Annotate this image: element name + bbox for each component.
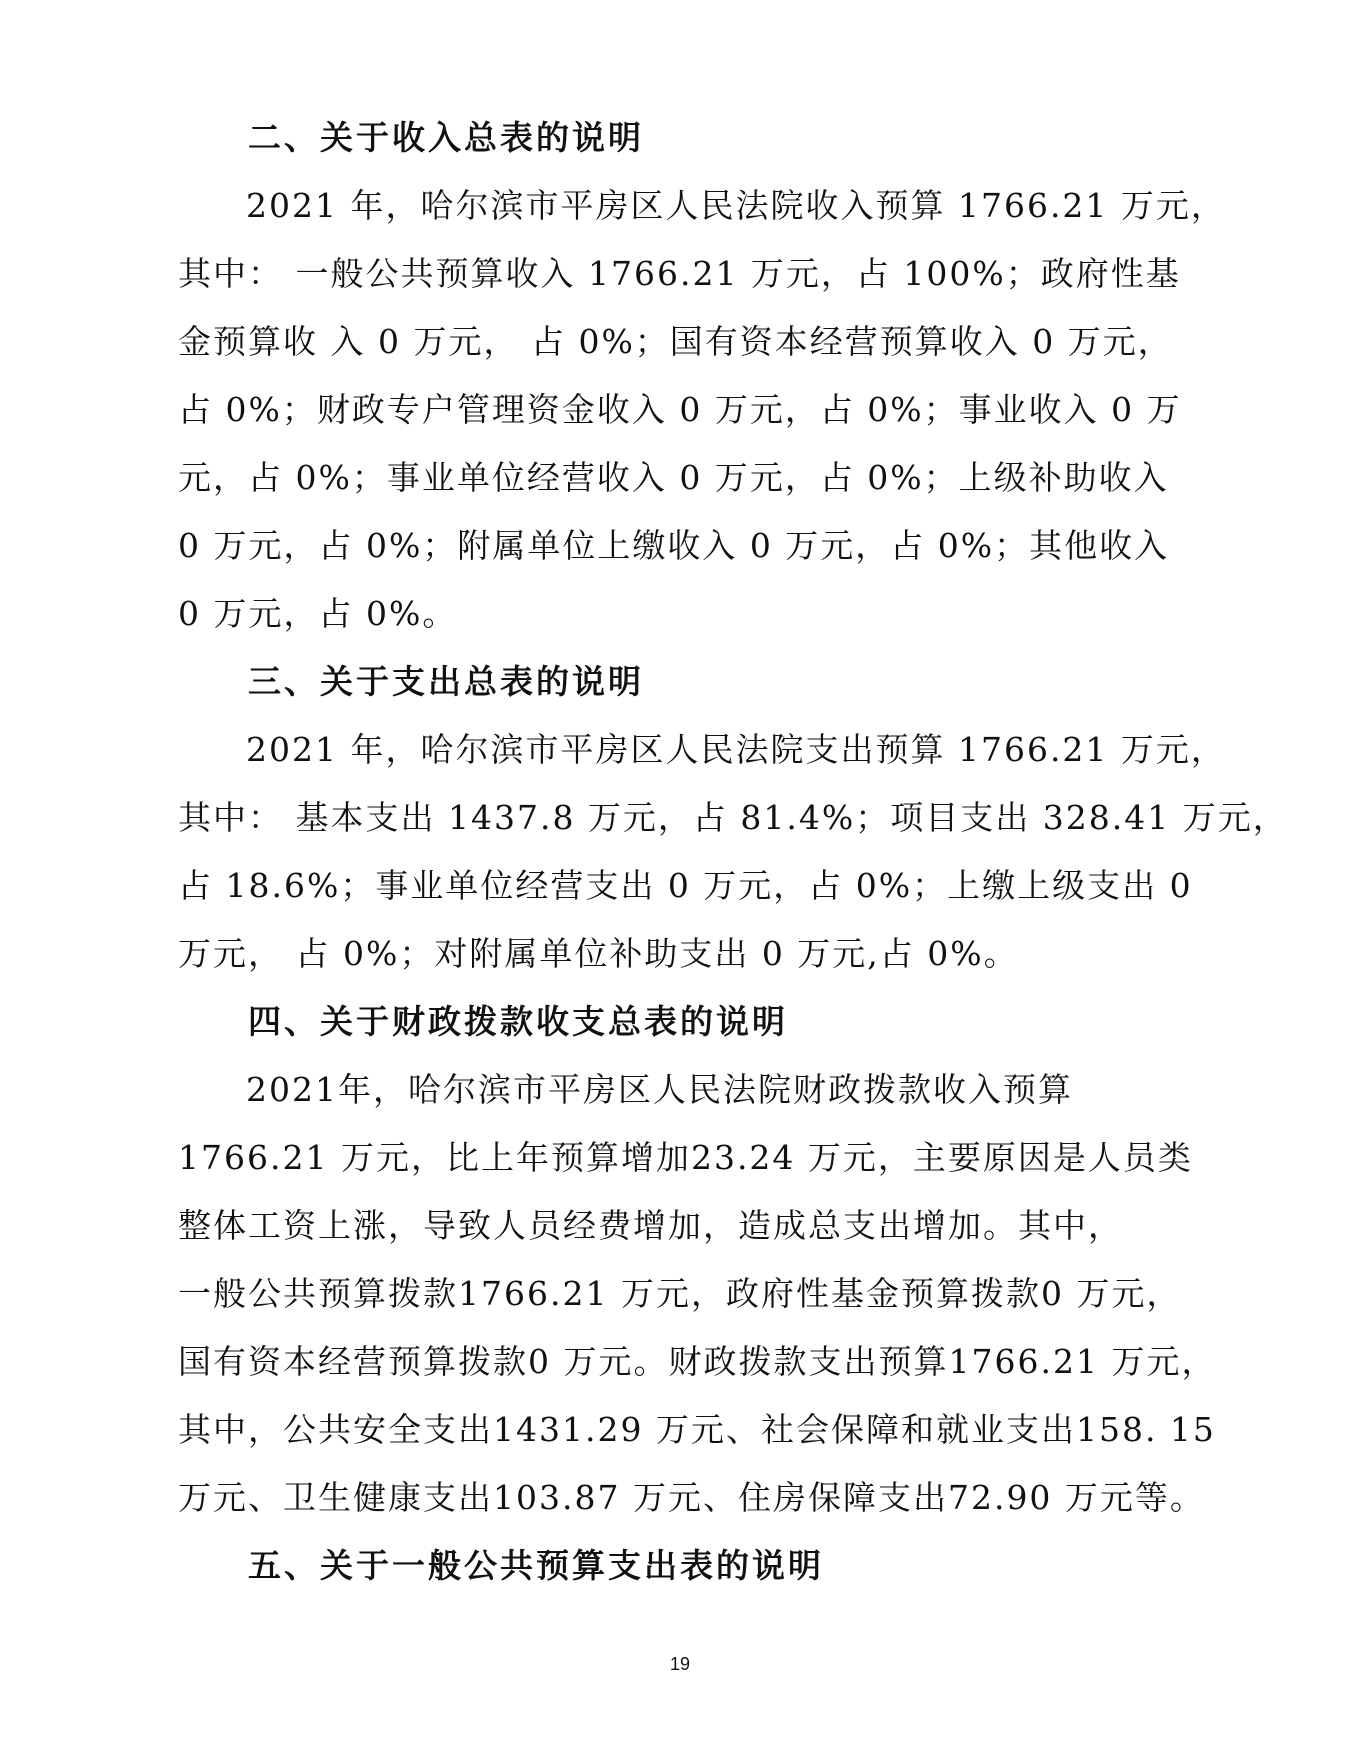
paragraph-line: 元，占 0%；事业单位经营收入 0 万元，占 0%；上级补助收入 bbox=[178, 458, 1169, 497]
section-heading-general-budget: 五、关于一般公共预算支出表的说明 bbox=[248, 1546, 824, 1585]
paragraph-line: 占 0%；财政专户管理资金收入 0 万元，占 0%；事业收入 0 万 bbox=[178, 390, 1182, 429]
paragraph-line: 0 万元，占 0%；附属单位上缴收入 0 万元，占 0%；其他收入 bbox=[178, 526, 1170, 565]
section-heading-income: 二、关于收入总表的说明 bbox=[248, 118, 644, 157]
paragraph-line: 0 万元，占 0%。 bbox=[178, 594, 458, 633]
paragraph-line: 一般公共预算拨款1766.21 万元，政府性基金预算拨款0 万元， bbox=[178, 1274, 1182, 1313]
paragraph-line: 其中： 一般公共预算收入 1766.21 万元，占 100%；政府性基 bbox=[178, 254, 1181, 293]
section-heading-expenditure: 三、关于支出总表的说明 bbox=[248, 662, 644, 701]
paragraph-line: 占 18.6%；事业单位经营支出 0 万元，占 0%；上缴上级支出 0 bbox=[178, 866, 1193, 905]
page-number: 19 bbox=[669, 1654, 691, 1674]
paragraph-line: 万元， 占 0%；对附属单位补助支出 0 万元,占 0%。 bbox=[178, 934, 1019, 973]
section-heading-fiscal-appropriation: 四、关于财政拨款收支总表的说明 bbox=[248, 1002, 788, 1041]
paragraph-line: 其中： 基本支出 1437.8 万元，占 81.4%；项目支出 328.41 万元， bbox=[178, 798, 1288, 837]
paragraph-line: 1766.21 万元，比上年预算增加23.24 万元，主要原因是人员类 bbox=[178, 1138, 1193, 1177]
paragraph-line: 2021 年，哈尔滨市平房区人民法院收入预算 1766.21 万元， bbox=[246, 186, 1226, 225]
paragraph-line: 整体工资上涨，导致人员经费增加，造成总支出增加。其中， bbox=[178, 1206, 1123, 1245]
paragraph-line: 其中，公共安全支出1431.29 万元、社会保障和就业支出158. 15 bbox=[178, 1410, 1216, 1449]
paragraph-line: 2021 年，哈尔滨市平房区人民法院支出预算 1766.21 万元， bbox=[246, 730, 1226, 769]
paragraph-line: 金预算收 入 0 万元， 占 0%；国有资本经营预算收入 0 万元， bbox=[178, 322, 1173, 361]
paragraph-line: 万元、卫生健康支出103.87 万元、住房保障支出72.90 万元等。 bbox=[178, 1478, 1205, 1517]
paragraph-line: 2021年，哈尔滨市平房区人民法院财政拨款收入预算 bbox=[246, 1070, 1073, 1109]
paragraph-line: 国有资本经营预算拨款0 万元。财政拨款支出预算1766.21 万元， bbox=[178, 1342, 1217, 1381]
